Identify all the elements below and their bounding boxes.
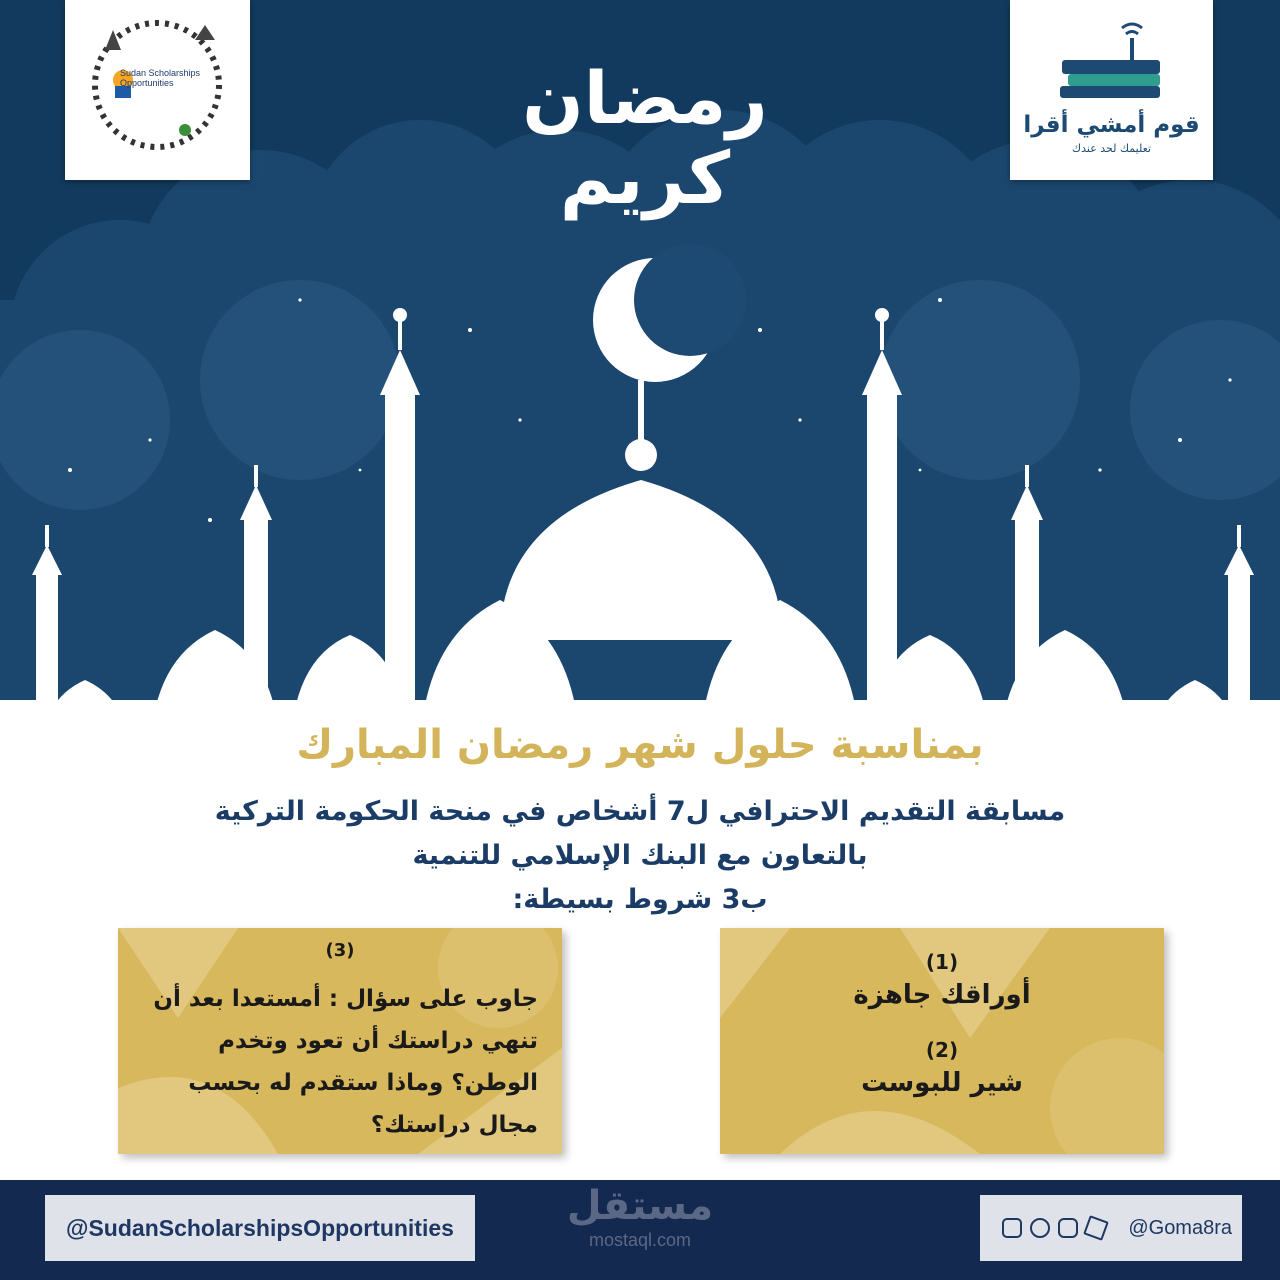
occasion-heading: بمناسبة حلول شهر رمضان المبارك [296,722,984,768]
intro-line-1: مسابقة التقديم الاحترافي ل7 أشخاص في منحة الحكومة التركية [214,796,1066,827]
telegram-icon[interactable] [1083,1215,1109,1241]
condition-1-text: أوراقك جاهزة [853,980,1031,1010]
mostaql-watermark [540,1182,740,1250]
watermark-url: mostaql.com [588,1230,692,1250]
condition-card-1-2 [720,928,1164,1154]
competition-intro [0,790,1280,922]
ramadan-kareem-title [480,58,810,218]
condition-2-text: شير للبوست [861,1068,1023,1098]
intro-line-3: ب3 شروط بسيطة: [512,884,768,915]
watermark-arabic: مستقل [566,1183,714,1229]
intro-line-2: بالتعاون مع البنك الإسلامي للتنمية [412,840,868,871]
instagram-icon[interactable] [1058,1218,1078,1238]
logo-name: قوم أمشي أقرا [1023,112,1200,138]
twitter-icon[interactable] [1030,1218,1050,1238]
logo-caption: Sudan Scholarships Opportunities [120,68,201,88]
facebook-icon[interactable] [1002,1218,1022,1238]
travel-landmarks-icon [65,0,250,180]
logo-tagline: تعليمك لحد عندك [1072,142,1151,155]
condition-text: جاوب على سؤال : أمستعدا بعد أن تنهي دراستك أن تعود وتخدم الوطن؟ وماذا ستقدم له بحسب مجال دراستك؟ [153,986,538,1138]
title-line-1: رمضان [522,56,768,140]
condition-2-number: (2) [925,1038,959,1062]
condition-1-number: (1) [925,950,959,974]
goma8ra-handle[interactable]: @Goma8ra [1128,1217,1232,1239]
sudan-scholarships-logo [65,0,250,180]
goma8ra-logo [1010,0,1213,180]
condition-card-3 [118,928,562,1154]
social-handles [980,1195,1242,1261]
title-line-2: كريم [559,136,731,220]
books-wifi-icon [1010,0,1213,110]
condition-number: (3) [325,940,355,961]
sudan-scholarships-handle[interactable]: @SudanScholarshipsOpportunities [45,1195,475,1261]
